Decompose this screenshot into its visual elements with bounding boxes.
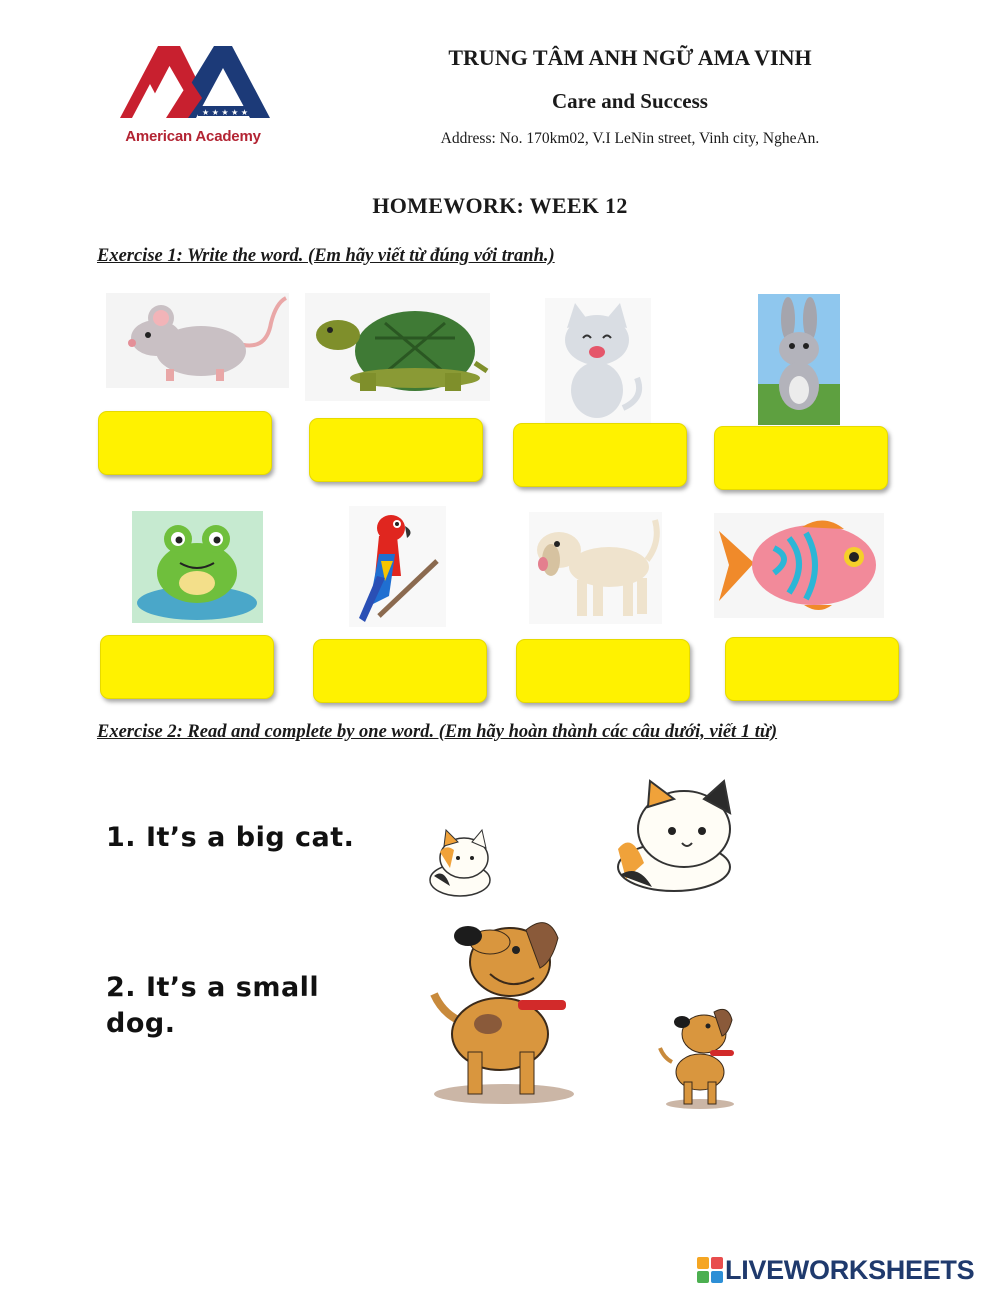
center-name: TRUNG TÂM ANH NGỮ AMA VINH	[448, 45, 812, 70]
address: Address: No. 170km02, V.I LeNin street, Vinh city, NgheAn.	[440, 130, 820, 147]
answer-box-7[interactable]	[516, 639, 690, 703]
small-cat-picture	[424, 828, 496, 898]
answer-box-4[interactable]	[714, 426, 888, 490]
logo-text: American Academy	[125, 128, 261, 145]
sentence-1: 1. It’s a big cat.	[106, 822, 355, 853]
mouse-picture	[106, 293, 289, 388]
answer-box-2[interactable]	[309, 418, 483, 482]
small-dog-picture	[658, 1004, 738, 1110]
parrot-picture	[349, 506, 446, 627]
rabbit-picture	[758, 294, 840, 425]
liveworksheets-brand[interactable]	[697, 1255, 974, 1285]
homework-title: HOMEWORK: WEEK 12	[372, 193, 628, 218]
turtle-picture	[305, 293, 490, 401]
liveworksheets-text: LIVEWORKSHEETS	[725, 1254, 975, 1285]
cat-picture	[545, 298, 651, 424]
frog-picture	[132, 511, 263, 623]
big-dog-picture	[430, 912, 578, 1108]
answer-box-5[interactable]	[100, 635, 274, 699]
exercise-2-title: Exercise 2: Read and complete by one word. (Em hãy hoàn thành các câu dưới, viết 1 từ)	[97, 722, 778, 742]
answer-box-1[interactable]	[98, 411, 272, 475]
answer-box-8[interactable]	[725, 637, 899, 701]
answer-box-6[interactable]	[313, 639, 487, 703]
dog-picture	[529, 512, 662, 624]
exercise-1-title: Exercise 1: Write the word. (Em hãy viết từ đúng với tranh.)	[97, 246, 555, 266]
liveworksheets-logo-icon	[697, 1257, 723, 1283]
big-cat-picture	[612, 779, 742, 894]
slogan: Care and Success	[552, 89, 708, 113]
sentence-2: 2. It’s a small dog.	[106, 972, 320, 1039]
svg-text:★ ★ ★ ★ ★: ★ ★ ★ ★ ★	[202, 108, 249, 117]
answer-box-3[interactable]	[513, 423, 687, 487]
fish-picture	[714, 513, 884, 618]
